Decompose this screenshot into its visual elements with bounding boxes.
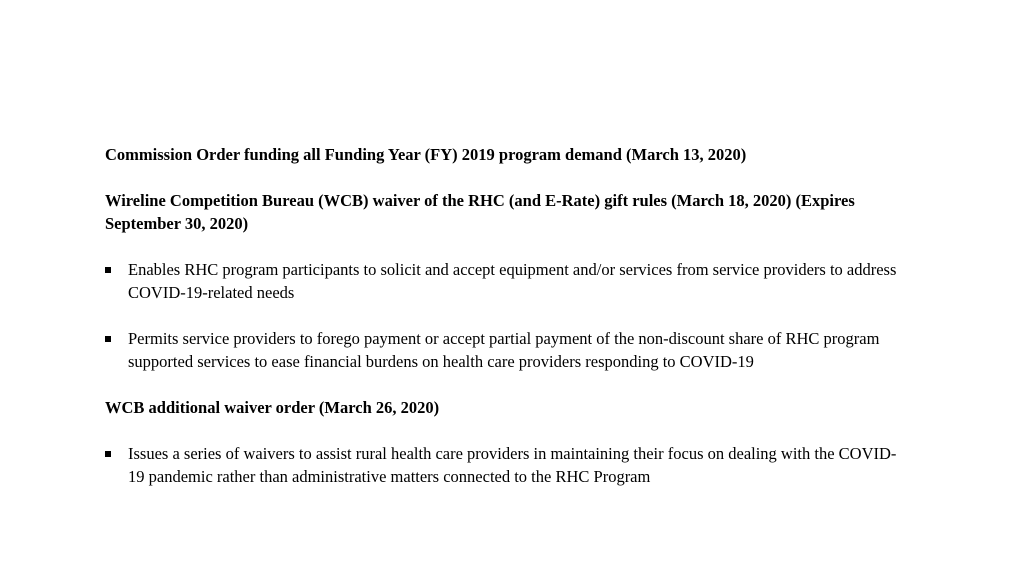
- slide-content: [105, 143, 905, 488]
- heading-commission-order: Commission Order funding all Funding Year (FY) 2019 program demand (March 13, 2020): [105, 145, 747, 164]
- spacer: [105, 166, 905, 189]
- spacer: [105, 373, 905, 396]
- bullet-text: Issues a series of waivers to assist rural health care providers in maintaining their focus on dealing with the COVID-19 pandemic rather than administrative matters connected to the RHC Program: [128, 444, 897, 486]
- bullet-text: Enables RHC program participants to solicit and accept equipment and/or services from service providers to address COVID-19-related needs: [128, 260, 897, 302]
- square-bullet-icon: [105, 267, 111, 273]
- heading-wcb-gift-waiver: Wireline Competition Bureau (WCB) waiver of the RHC (and E-Rate) gift rules (March 18, 2020) (Expires September 30, 2020): [105, 191, 855, 233]
- bullet-item: [105, 327, 905, 373]
- spacer: [105, 304, 905, 327]
- square-bullet-icon: [105, 336, 111, 342]
- heading-wcb-additional-waiver: WCB additional waiver order (March 26, 2020): [105, 398, 440, 417]
- square-bullet-icon: [105, 451, 111, 457]
- spacer: [105, 235, 905, 258]
- spacer: [105, 419, 905, 442]
- bullet-item: [105, 442, 905, 488]
- bullet-item: [105, 258, 905, 304]
- bullet-text: Permits service providers to forego payment or accept partial payment of the non-discount share of RHC program supported services to ease financial burdens on health care providers responding to COVID-19: [128, 329, 880, 371]
